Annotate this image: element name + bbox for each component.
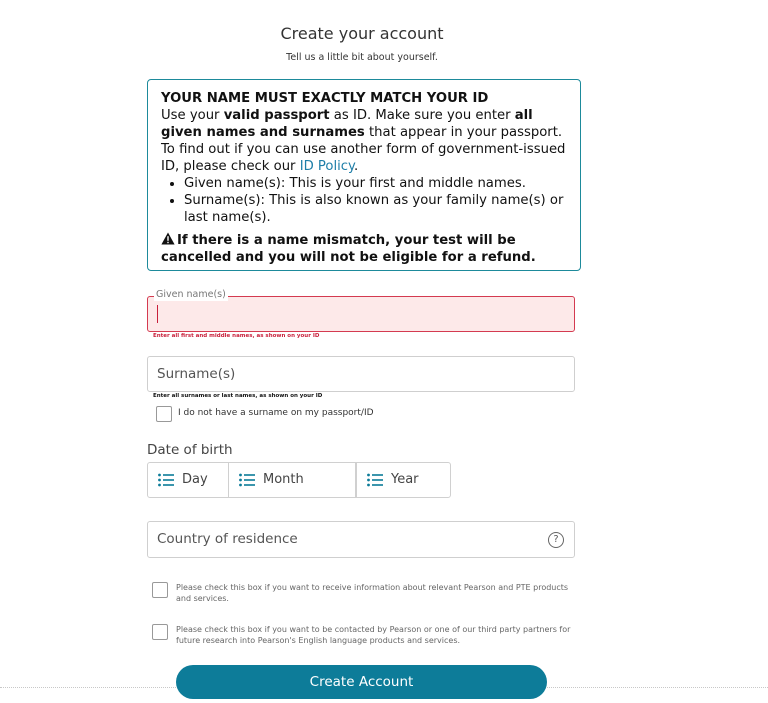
country-of-residence-select[interactable] [147,521,575,558]
dob-day-select[interactable] [147,462,229,498]
notice-text: as ID. Make sure you enter [329,108,515,123]
warning-text: If there is a name mismatch, your test will be cancelled and you will not be eligible for a refund. [161,233,536,265]
surname-input[interactable] [147,356,575,392]
notice-bold-text: all given names and surnames [161,108,533,140]
list-icon [158,473,174,487]
dob-month-select[interactable] [229,462,356,498]
page-title: Create your account [280,24,444,43]
dob-month-label: Month [263,472,304,487]
notice-text: . [353,159,359,174]
list-icon [367,473,383,487]
warning-triangle-icon [161,232,175,245]
id-policy-link[interactable]: ID Policy [299,159,354,174]
list-icon [239,473,255,487]
notice-heading: YOUR NAME MUST EXACTLY MATCH YOUR ID [161,91,489,106]
notice-bullet-list [161,175,570,226]
notice-text: that appear in your passport. To find out if you can use another form of government-issued ID, please check our [161,125,566,174]
marketing-consent-label: Please check this box if you want to receive information about relevant Pearson and PTE products and services. [176,583,569,603]
given-name-input[interactable] [147,296,575,332]
no-surname-label: I do not have a surname on my passport/ID [178,408,374,418]
surname-placeholder: Surname(s) [157,366,236,382]
notice-bold-text: valid passport [223,108,330,123]
country-placeholder: Country of residence [157,531,298,547]
create-account-button[interactable]: Create Account [176,665,547,699]
text-caret [157,305,158,323]
surname-hint: Enter all surnames or last names, as shown on your ID [153,393,323,399]
research-consent-checkbox[interactable] [152,624,168,640]
dob-year-label: Year [391,472,419,487]
no-surname-checkbox[interactable] [156,406,172,422]
notice-bullet: • Given name(s): This is your first and middle names. [184,175,570,192]
research-consent-label: Please check this box if you want to be contacted by Pearson or one of our third party partners for future research into Pearson's English language products and services. [176,625,571,645]
notice-warning [161,232,570,266]
dob-day-label: Day [182,472,208,487]
notice-text: Use your [161,108,224,123]
dob-year-select[interactable] [356,462,451,498]
notice-bullet: • Surname(s): This is also known as your family name(s) or last name(s). [184,192,570,226]
page-subtitle: Tell us a little bit about yourself. [286,52,438,63]
marketing-consent-checkbox[interactable] [152,582,168,598]
divider [547,687,768,688]
notice-body [161,107,570,175]
given-name-label: Given name(s) [156,289,226,300]
help-icon[interactable]: ? [548,532,564,548]
divider [0,687,176,688]
id-match-notice [147,79,581,271]
date-of-birth-label: Date of birth [147,442,233,458]
given-name-error: Enter all first and middle names, as shown on your ID [153,333,320,339]
